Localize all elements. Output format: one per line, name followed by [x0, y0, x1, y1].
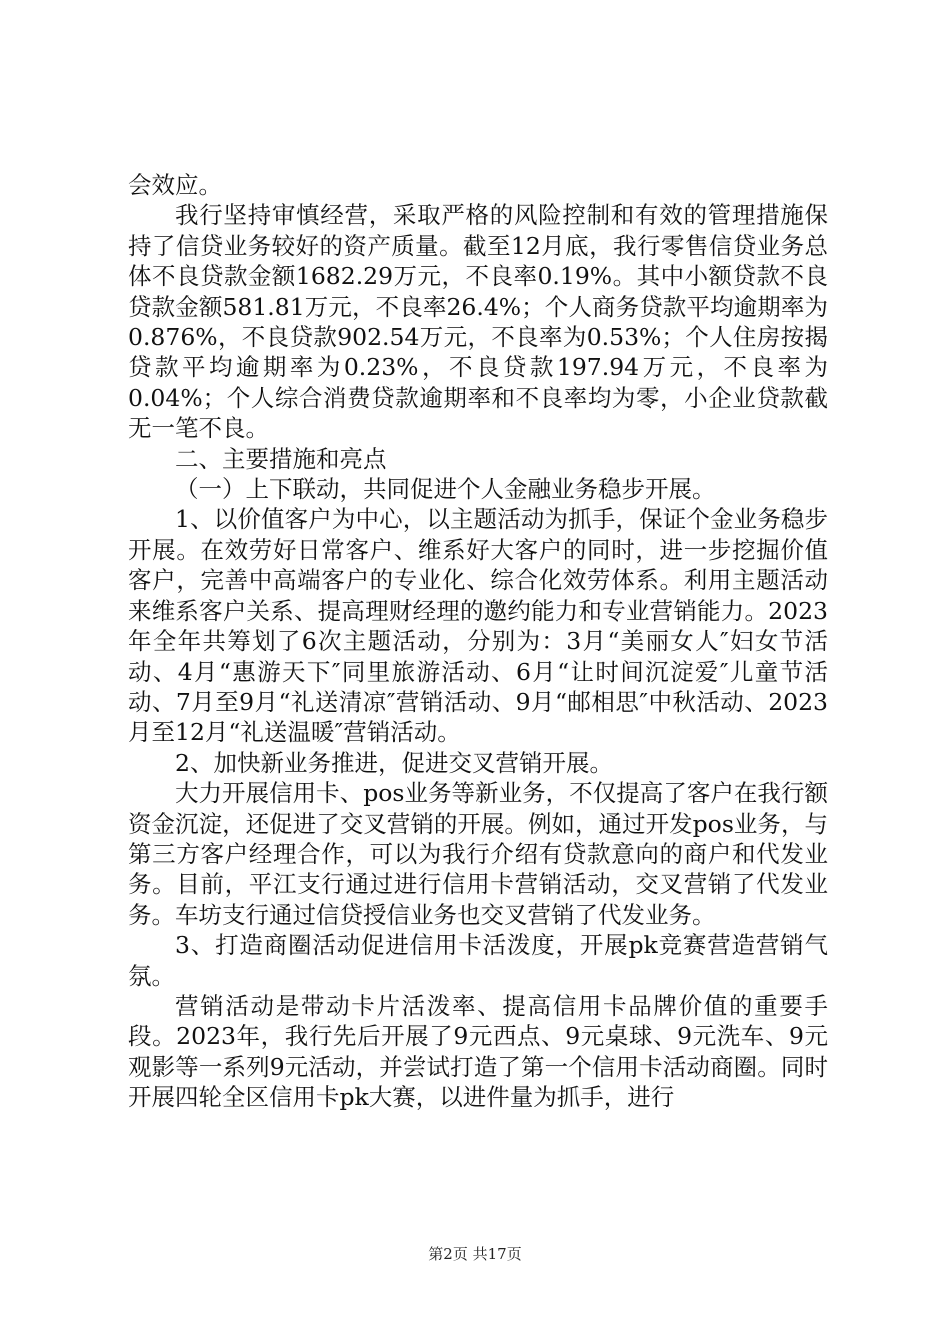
paragraph-asset-quality: 我行坚持审慎经营，采取严格的风险控制和有效的管理措施保持了信贷业务较好的资产质量。截至12月底，我行零售信贷业务总体不良贷款金额1682.29万元，不良率0.19%。其中小额贷款不良贷款金额581.81万元，不良率26.4%；个人商务贷款平均逾期率为0.876%，不良贷款902.54万元，不良率为0.53%；个人住房按揭贷款平均逾期率为0.23%，不良贷款197.94万元，不良率为0.04%；个人综合消费贷款逾期率和不良率均为零，小企业贷款截无一笔不良。 — [128, 201, 828, 443]
paragraph-item-2-heading: 2、加快新业务推进，促进交叉营销开展。 — [175, 748, 613, 777]
subsection-heading-1: （一）上下联动，共同促进个人金融业务稳步开展。 — [175, 475, 716, 504]
paragraph-item-3-heading: 3、打造商圈活动促进信用卡活泼度，开展pk竞赛营造营销气氛。 — [128, 931, 828, 990]
paragraph-continuation: 会效应。 — [128, 171, 222, 199]
section-heading-main-measures: 二、主要措施和亮点 — [175, 444, 387, 473]
page-number-footer: 第2页 共17页 — [428, 1245, 522, 1263]
paragraph-item-2-body: 大力开展信用卡、pos业务等新业务，不仅提高了客户在我行额资金沉淀，还促进了交叉营销的开展。例如，通过开发pos业务，与第三方客户经理合作，可以为我行介绍有贷款意向的商户和代发业务。目前，平江支行通过进行信用卡营销活动，交叉营销了代发业务。车坊支行通过信贷授信业务也交叉营销了代发业务。 — [128, 779, 828, 929]
paragraph-item-1: 1、以价值客户为中心，以主题活动为抓手，保证个金业务稳步开展。在效劳好日常客户、维系好大客户的同时，进一步挖掘价值客户，完善中高端客户的专业化、综合化效劳体系。利用主题活动来维系客户关系、提高理财经理的邀约能力和专业营销能力。2023年全年共筹划了6次主题活动，分别为：3月“美丽女人″妇女节活动、4月“惠游天下″同里旅游活动、6月“让时间沉淀爱″儿童节活动、7月至9月“礼送清凉″营销活动、9月“邮相思″中秋活动、2023月至12月“礼送温暖″营销活动。 — [128, 505, 828, 747]
document-body — [128, 170, 828, 1113]
paragraph-item-3-body: 营销活动是带动卡片活泼率、提高信用卡品牌价值的重要手段。2023年，我行先后开展了9元西点、9元桌球、9元洗车、9元观影等一系列9元活动，并尝试打造了第一个信用卡活动商圈。同时开展四轮全区信用卡pk大赛，以进件量为抓手，进行 — [128, 991, 828, 1112]
